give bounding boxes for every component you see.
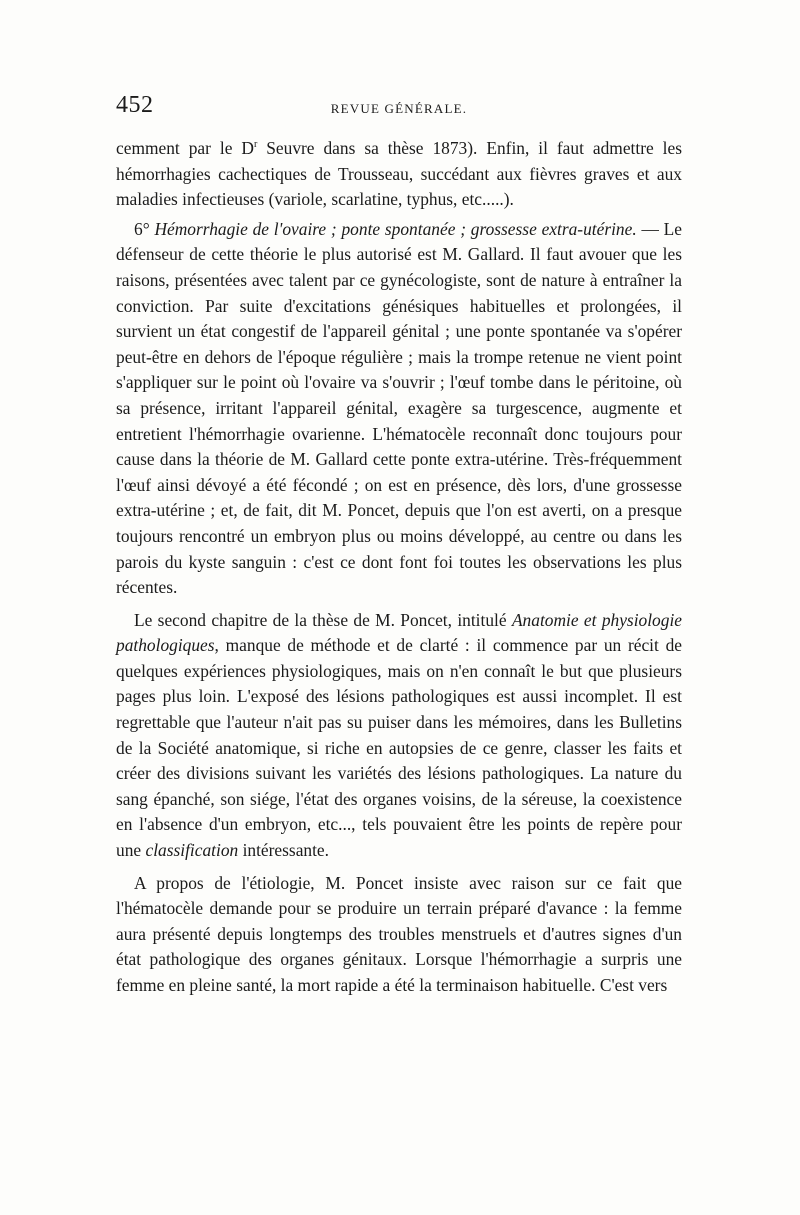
paragraph-2-body: — Le défenseur de cette théorie le plus autorisé est M. Gallard. Il faut avouer que les raisons, présentées avec talent par ce gynécologiste, sont de nature à entraîner la conviction. Par suite d'excitations génésiques habituelles et prolongées, il survient un état congestif de l'appareil génital ; une ponte spontanée va s'opérer peut-être en dehors de l'époque régulière ; mais la trompe retenue ne vient point s'appliquer sur le point où l'ovaire va s'ouvrir ; l'œuf tombe dans le péritoine, où sa présence, irritant l'appareil génital, exagère sa turgescence, augmente et entretient l'hémorrhagie ovarienne. L'hématocèle reconnaît donc toujours pour cause dans la théorie de M. Gallard cette ponte extra-utérine. Très-fréquemment l'œuf ainsi dévoyé a été fécondé ; on est en présence, dès lors, d'une grossesse extra-utérine ; et, de fait, dit M. Poncet, depuis que l'on est averti, on a presque toujours rencontré un embryon plus ou moins développé, au centre ou dans les parois du kyste sanguin : c'est ce dont font foi toutes les observations les plus récentes. [116,218,682,598]
paragraph-3-start: Le second chapitre de la thèse de M. Poncet, intitulé [134,609,512,630]
page-header [116,92,682,126]
paragraph-2 [116,217,682,601]
paragraph-1-rest: Seuvre dans sa thèse 1873). Enfin, il faut admettre les hémorrhagies cachectiques de Trousseau, succédant aux fièvres graves et aux maladies infectieuses (variole, scarlatine, typhus, etc.....). [116,138,682,210]
paragraph-3-middle: , manque de méthode et de clarté : il commence par un récit de quelques expériences physiologiques, mais on n'en connaît le but que plusieurs pages plus loin. L'exposé des lésions pathologiques est aussi incomplet. Il est regrettable que l'auteur n'ait pas su puiser dans les mémoires, dans les Bulletins de la Société anatomique, si riche en autopsies de ce genre, classer les faits et créer des divisions suivant les variétés des lésions pathologiques. La nature du sang épanché, son siége, l'état des organes voisins, de la séreuse, la coexistence en l'absence d'un embryon, etc..., tels pouvaient être les points de repère pour une [116,635,682,861]
page-number: 452 [116,92,154,118]
running-title: REVUE GÉNÉRALE. [330,101,468,116]
paragraph-3 [116,608,682,864]
paragraph-3-italic-title: Anatomie et physiologie pathologiques [116,609,682,656]
paragraph-1 [116,136,682,213]
paragraph-2-number: 6° [134,218,155,239]
paragraph-2-heading: Hémorrhagie de l'ovaire ; ponte spontanée ; grossesse extra-utérine. [154,218,637,239]
paragraph-3-end: intéressante. [238,840,330,861]
paragraph-4: A propos de l'étiologie, M. Poncet insiste avec raison sur ce fait que l'hématocèle demande pour se produire un terrain préparé d'avance : la femme aura présenté depuis longtemps des troubles menstruels et d'autres signes d'un état pathologique des organes génitaux. Lorsque l'hémorrhagie a surpris une femme en pleine santé, la mort rapide a été la terminaison habituelle. C'est vers [116,872,682,995]
body-text [116,136,682,999]
paragraph-1-superscript: r [253,139,258,151]
paragraph-3-italic-word: classification [145,840,239,861]
paragraph-1-text: cemment par le D [116,138,254,158]
